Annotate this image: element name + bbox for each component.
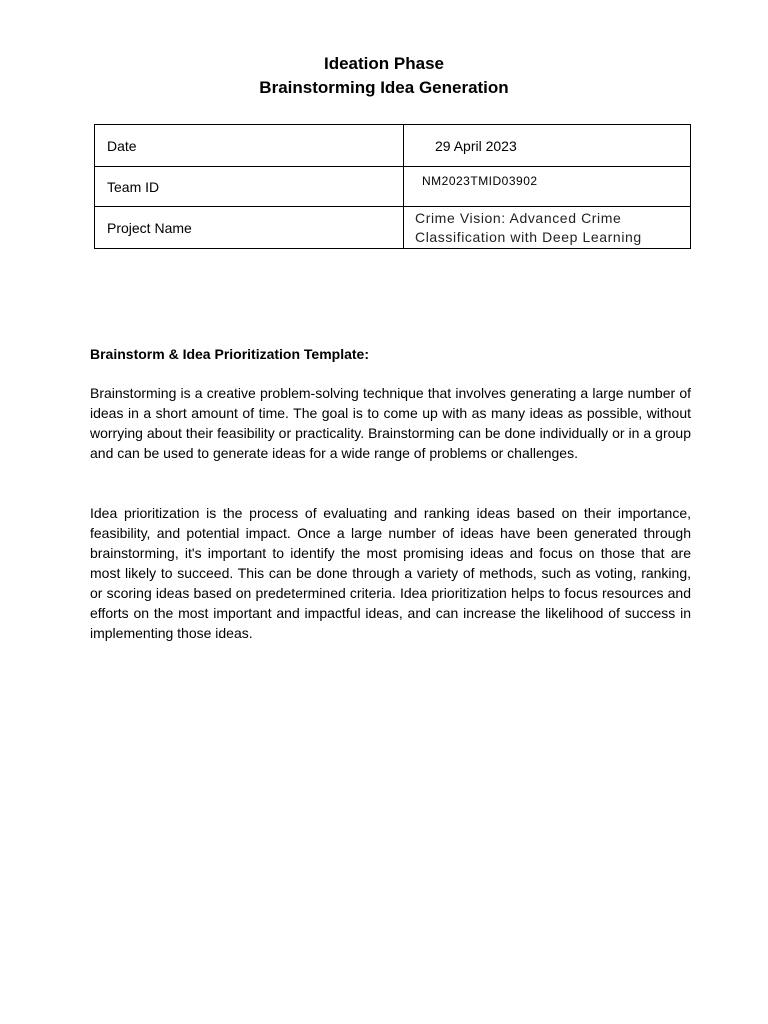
section-heading: Brainstorm & Idea Prioritization Template: [90,346,370,362]
paragraph-idea-prioritization: Idea prioritization is the process of evaluating and ranking ideas based on their importance, feasibility, and potential impact. Once a large number of ideas have been generated through brainstorming, it's important to identify the most promising ideas and focus on those that are most likely to succeed. This can be done through a variety of methods, such as voting, ranking, or scoring ideas based on predetermined criteria. Idea prioritization helps to focus resources and efforts on the most important and impactful ideas, and can increase the likelihood of success in implementing those ideas. [90,505,691,641]
project-name-label: Project Name [95,207,404,249]
project-info-table [94,124,691,249]
table-row-project-name [95,207,691,249]
project-name-value: Crime Vision: Advanced Crime Classification with Deep Learning [404,207,691,249]
table-row-team-id [95,167,691,207]
table-row-date [95,125,691,167]
team-id-value: NM2023TMID03902 [404,167,691,207]
page-subtitle: Brainstorming Idea Generation [259,78,509,97]
paragraph-brainstorming: Brainstorming is a creative problem-solving technique that involves generating a large number of ideas in a short amount of time. The goal is to come up with as many ideas as possible, without worrying about their feasibility or practicality. Brainstorming can be done individually or in a group and can be used to generate ideas for a wide range of problems or challenges. [90,385,691,461]
page-title: Ideation Phase [324,54,444,73]
title-block [0,52,768,100]
team-id-label: Team ID [95,167,404,207]
date-label: Date [95,125,404,167]
date-value: 29 April 2023 [404,125,691,167]
